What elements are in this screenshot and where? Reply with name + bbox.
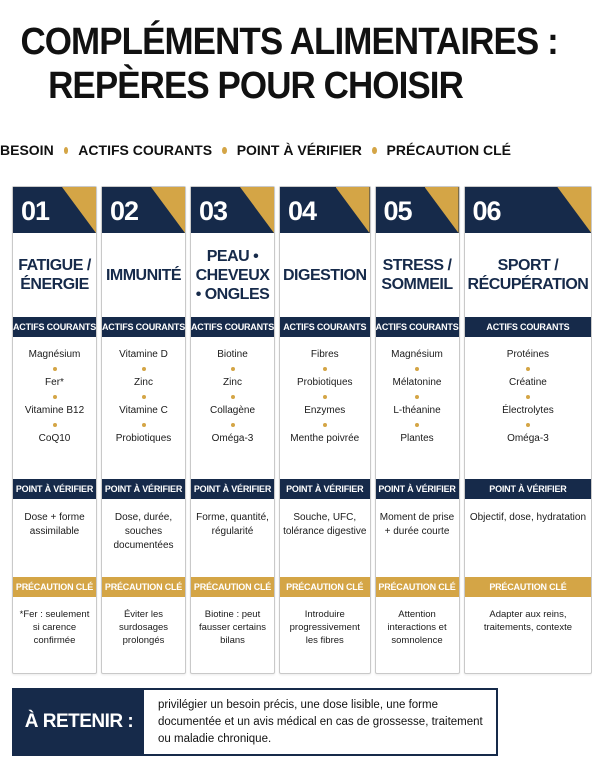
card-category: PEAU • CHEVEUX • ONGLES [195, 247, 270, 303]
verifier-header: POINT À VÉRIFIER [376, 479, 459, 499]
actif-item: L-théanine [393, 405, 441, 416]
card-number-band [376, 187, 459, 233]
bullet-dot-icon [526, 423, 530, 427]
precaution-header: PRÉCAUTION CLÉ [191, 577, 274, 597]
actif-item: Oméga-3 [507, 433, 549, 444]
actif-item: Plantes [400, 433, 434, 444]
bullet-dot-icon [142, 367, 146, 371]
actif-item: Mélatonine [392, 377, 442, 388]
verifier-header: POINT À VÉRIFIER [280, 479, 370, 499]
card-number-band [465, 187, 592, 233]
actif-item: Collagène [209, 405, 256, 416]
card-number: 01 [21, 196, 50, 226]
verifier-text: Dose + forme assimilable [24, 512, 85, 537]
card-number-band [102, 187, 185, 233]
actif-item: Vitamine C [119, 405, 168, 416]
actif-item: Fer* [45, 377, 64, 388]
bullet-dot-icon [372, 147, 377, 154]
actifs-header: ACTIFS COURANTS [191, 317, 274, 337]
card-category: IMMUNITÉ [105, 266, 182, 284]
actifs-header: ACTIFS COURANTS [102, 317, 185, 337]
bullet-dot-icon [231, 395, 235, 399]
card-04 [279, 186, 371, 674]
actifs-header: ACTIFS COURANTS [465, 317, 592, 337]
actif-item: Électrolytes [502, 405, 554, 416]
actif-item: Probiotiques [296, 377, 353, 388]
corner-triangle-icon [425, 187, 459, 233]
card-number: 04 [288, 196, 317, 226]
bullet-dot-icon [64, 147, 69, 154]
actifs-list [13, 337, 96, 479]
card-05 [375, 186, 460, 674]
legend-item-besoin: BESOIN [0, 142, 54, 158]
actif-item: Fibres [310, 349, 339, 360]
precaution-text: Adapter aux reins, traitements, contexte [483, 609, 573, 633]
verifier-text: Objectif, dose, hydratation [469, 512, 587, 523]
verifier-header: POINT À VÉRIFIER [102, 479, 185, 499]
bullet-dot-icon [53, 423, 57, 427]
corner-triangle-icon [151, 187, 185, 233]
bullet-dot-icon [142, 423, 146, 427]
bullet-dot-icon [323, 395, 327, 399]
card-01 [12, 186, 97, 674]
verifier-text: Dose, durée, souches documentées [113, 512, 174, 551]
actif-item: Vitamine B12 [24, 405, 85, 416]
precaution-header: PRÉCAUTION CLÉ [13, 577, 96, 597]
card-number: 05 [383, 196, 412, 226]
card-number-band [191, 187, 274, 233]
bullet-dot-icon [526, 395, 530, 399]
bullet-dot-icon [323, 367, 327, 371]
actifs-header: ACTIFS COURANTS [376, 317, 459, 337]
precaution-text: Éviter les surdosages prolongés [118, 609, 169, 646]
actif-item: Menthe poivrée [290, 433, 360, 444]
legend-item-precaution: PRÉCAUTION CLÉ [386, 142, 511, 158]
card-number-band [280, 187, 370, 233]
verifier-header: POINT À VÉRIFIER [191, 479, 274, 499]
bullet-dot-icon [222, 147, 227, 154]
card-category: STRESS / SOMMEIL [381, 257, 453, 293]
actifs-list [376, 337, 459, 479]
precaution-header: PRÉCAUTION CLÉ [280, 577, 370, 597]
card-number: 03 [199, 196, 228, 226]
bullet-dot-icon [142, 395, 146, 399]
retenir-text: privilégier un besoin précis, une dose lisible, une forme documentée et un avis médical en cas de grossesse, traitement ou maladie chronique. [158, 698, 483, 745]
verifier-text: Souche, UFC, tolérance digestive [283, 512, 367, 537]
actifs-list [102, 337, 185, 479]
precaution-text: Attention interactions et somnolence [387, 609, 447, 646]
precaution-header: PRÉCAUTION CLÉ [465, 577, 592, 597]
actif-item: Créatine [509, 377, 547, 388]
bullet-dot-icon [53, 367, 57, 371]
actifs-list [191, 337, 274, 479]
corner-triangle-icon [557, 187, 591, 233]
precaution-text: Biotine : peut fausser certains bilans [198, 609, 267, 646]
bullet-dot-icon [526, 367, 530, 371]
retenir-box [12, 688, 498, 756]
precaution-header: PRÉCAUTION CLÉ [102, 577, 185, 597]
precaution-header: PRÉCAUTION CLÉ [376, 577, 459, 597]
card-category: DIGESTION [283, 266, 367, 284]
actif-item: Zinc [134, 377, 153, 388]
actif-item: Zinc [223, 377, 242, 388]
card-06 [464, 186, 592, 674]
verifier-text: Forme, quantité, régularité [196, 512, 269, 537]
bullet-dot-icon [53, 395, 57, 399]
bullet-dot-icon [231, 423, 235, 427]
card-02 [101, 186, 186, 674]
card-category: FATIGUE / ÉNERGIE [18, 257, 91, 293]
bullet-dot-icon [415, 367, 419, 371]
precaution-text: *Fer : seulement si carence confirmée [19, 609, 90, 646]
actifs-header: ACTIFS COURANTS [13, 317, 96, 337]
card-number-band [13, 187, 96, 233]
legend-item-actifs: ACTIFS COURANTS [78, 142, 213, 158]
title-line-2: REPÈRES POUR CHOISIR [48, 65, 463, 107]
page-title [20, 20, 558, 108]
legend [0, 142, 511, 158]
actif-item: Enzymes [304, 405, 346, 416]
corner-triangle-icon [62, 187, 96, 233]
actifs-header: ACTIFS COURANTS [280, 317, 370, 337]
actif-item: Oméga-3 [211, 433, 254, 444]
verifier-header: POINT À VÉRIFIER [465, 479, 592, 499]
bullet-dot-icon [231, 367, 235, 371]
actif-item: Probiotiques [115, 433, 172, 444]
verifier-text: Moment de prise + durée courte [379, 512, 455, 537]
columns-grid [12, 186, 589, 674]
actif-item: Vitamine D [119, 349, 168, 360]
title-line-1: COMPLÉMENTS ALIMENTAIRES : [20, 21, 558, 63]
card-03 [190, 186, 275, 674]
actifs-list [280, 337, 370, 479]
actif-item: CoQ10 [38, 433, 71, 444]
card-number: 06 [472, 196, 501, 226]
legend-item-verifier: POINT À VÉRIFIER [236, 142, 362, 158]
card-category: SPORT / RÉCUPÉRATION [467, 257, 589, 293]
corner-triangle-icon [240, 187, 274, 233]
retenir-label: À RETENIR : [14, 690, 144, 754]
actif-item: Magnésium [28, 349, 81, 360]
bullet-dot-icon [323, 423, 327, 427]
actif-item: Protéines [506, 349, 550, 360]
actif-item: Biotine [217, 349, 248, 360]
actifs-list [465, 337, 592, 479]
verifier-header: POINT À VÉRIFIER [13, 479, 96, 499]
precaution-text: Introduire progressivement les fibres [289, 609, 360, 646]
bullet-dot-icon [415, 423, 419, 427]
actif-item: Magnésium [391, 349, 443, 360]
corner-triangle-icon [336, 187, 370, 233]
card-number: 02 [110, 196, 139, 226]
bullet-dot-icon [415, 395, 419, 399]
